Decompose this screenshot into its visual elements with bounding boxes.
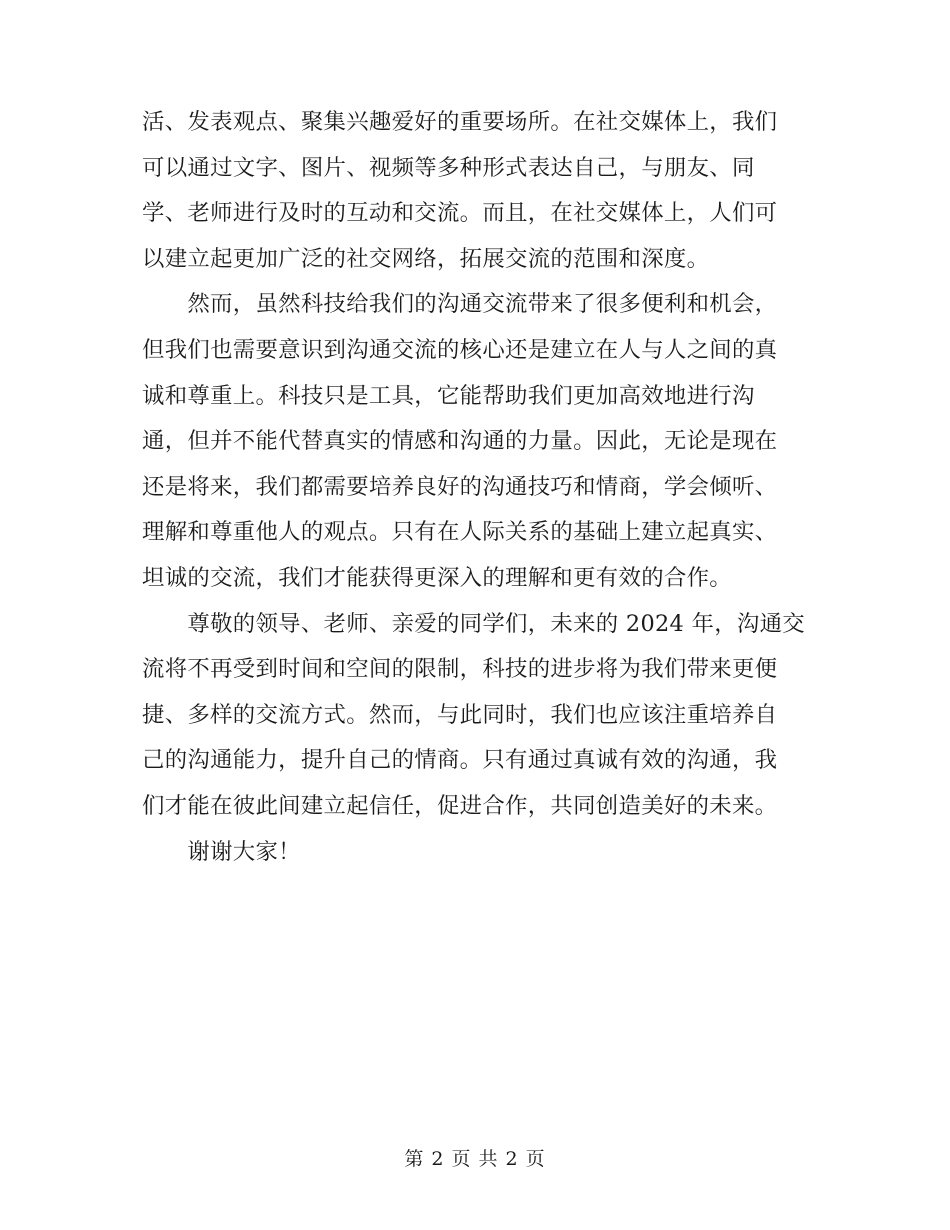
text-line: 坦诚的交流，我们才能获得更深入的理解和更有效的合作。: [142, 564, 732, 591]
text-line: 尊敬的领导、老师、亲爱的同学们，未来的 2024 年，沟通交: [142, 610, 805, 637]
text-line: 流将不再受到时间和空间的限制，科技的进步将为我们带来更便: [142, 656, 778, 683]
text-line: 理解和尊重他人的观点。只有在人际关系的基础上建立起真实、: [142, 519, 778, 546]
text-line: 谢谢大家！: [142, 838, 301, 865]
text-line: 然而，虽然科技给我们的沟通交流带来了很多便利和机会，: [142, 291, 778, 318]
text-line: 通，但并不能代替真实的情感和沟通的力量。因此，无论是现在: [142, 428, 778, 455]
text-line: 可以通过文字、图片、视频等多种形式表达自己，与朋友、同: [142, 154, 755, 181]
text-line: 以建立起更加广泛的社交网络，拓展交流的范围和深度。: [142, 245, 710, 272]
page-footer: 第 2 页 共 2 页: [404, 1148, 546, 1170]
text-line: 还是将来，我们都需要培养良好的沟通技巧和情商，学会倾听、: [142, 473, 778, 500]
text-line: 但我们也需要意识到沟通交流的核心还是建立在人与人之间的真: [142, 336, 778, 363]
text-line: 们才能在彼此间建立起信任，促进合作，共同创造美好的未来。: [142, 792, 778, 819]
body-text: [142, 100, 812, 875]
text-line: 学、老师进行及时的互动和交流。而且，在社交媒体上，人们可: [142, 200, 778, 227]
text-line: 己的沟通能力，提升自己的情商。只有通过真诚有效的沟通，我: [142, 747, 778, 774]
text-line: 捷、多样的交流方式。然而，与此同时，我们也应该注重培养自: [142, 701, 778, 728]
text-line: 诚和尊重上。科技只是工具，它能帮助我们更加高效地进行沟: [142, 382, 755, 409]
text-line: 活、发表观点、聚集兴趣爱好的重要场所。在社交媒体上，我们: [142, 109, 778, 135]
